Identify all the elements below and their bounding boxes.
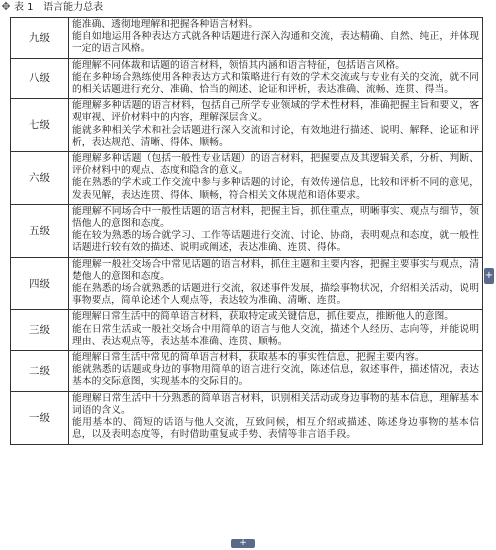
table-row [11, 204, 483, 257]
expression-description: 能就多种相关学术和社会话题进行深入交流和讨论，有效地进行描述、说明、解释、论证和评析，表达规范、清晰、得体、顺畅。 [72, 124, 479, 148]
level-cell: 四级 [11, 257, 69, 310]
comprehension-description: 能理解不同场合中一般性话题的语言材料，把握主旨，抓住重点，明晰事实、观点与细节，领悟他人的意图和态度。 [72, 205, 479, 230]
table-row [11, 257, 483, 310]
expression-description: 能自如地运用各种表达方式就各种话题进行深入沟通和交流，表达精确、自然、纯正，并体现一定的语言风格。 [72, 31, 479, 55]
comprehension-description: 能理解日常生活中的简单语言材料，获取特定或关键信息，抓住要点，推断他人的意图。 [72, 311, 455, 323]
level-cell: 九级 [11, 18, 69, 59]
level-cell: 五级 [11, 204, 69, 257]
move-icon[interactable]: ✥ [1, 0, 11, 13]
description-cell [69, 257, 483, 310]
expression-description: 能在多种场合熟练使用各种表达方式和策略进行有效的学术交流或与专业有关的交流，就不同的相关话题进行充分、准确、恰当的阐述、论证和评析，表达准确、流畅、连贯、得当。 [72, 71, 479, 96]
expression-description: 能用基本的、简短的话语与他人交流，互致问候，相互介绍或描述、陈述身边事物的基本信息，以及表明态度等，有时借助重复或手势、表情等非言语手段。 [72, 417, 479, 441]
table-row [11, 99, 483, 152]
level-cell: 七级 [11, 99, 69, 152]
level-cell: 六级 [11, 152, 69, 205]
expression-description: 能在较为熟悉的场合就学习、工作等话题进行交流、讨论、协商，表明观点和态度，就一般性话题进行较有效的描述、说明或阐述，表达准确、连贯、得体。 [72, 230, 479, 254]
add-row-plus-icon[interactable]: + [231, 539, 255, 548]
table-body [11, 18, 483, 445]
expression-description: 能就熟悉的话题或身边的事物用简单的语言进行交流，陈述信息，叙述事件，描述情况，表达基本的交际意图，实现基本的交际目的。 [72, 364, 479, 388]
description-cell [69, 351, 483, 392]
level-cell: 一级 [11, 391, 69, 444]
table-row [11, 58, 483, 99]
description-cell [69, 99, 483, 152]
add-column-plus-icon[interactable]: + [484, 268, 494, 284]
expression-description: 能在熟悉的学术或工作交流中参与多种话题的讨论，有效传递信息，比较和评析不同的意见，发表见解，表达连贯、得体、顺畅，符合相关文体规范和语体要求。 [72, 177, 479, 201]
table-caption: 表 1 语言能力总表 [14, 2, 104, 13]
comprehension-description: 能理解多种话题的语言材料，包括自己所学专业领域的学术性材料，准确把握主旨和要义，客观审视、评价材料中的内容，理解深层含义。 [72, 100, 479, 124]
expression-description: 能在日常生活或一般社交场合中用简单的语言与他人交流，描述个人经历、志向等，并能说明理由、表达观点等，表达基本准确、连贯、顺畅。 [72, 323, 479, 347]
table-row [11, 18, 483, 59]
language-ability-table [10, 17, 483, 445]
description-cell [69, 310, 483, 351]
table-row [11, 310, 483, 351]
comprehension-description: 能理解日常生活中常见的简单语言材料，获取基本的事实性信息，把握主要内容。 [72, 352, 425, 364]
comprehension-description: 能理解日常生活中十分熟悉的简单语言材料，识别相关活动或身边事物的基本信息，理解基本词语的含义。 [72, 392, 479, 416]
comprehension-description: 能理解多种话题（包括一般性专业话题）的语言材料，把握要点及其逻辑关系，分析、判断、评价材料中的观点、态度和隐含的意义。 [72, 153, 479, 177]
comprehension-description: 能理解一般社交场合中常见话题的语言材料，抓住主题和主要内容，把握主要事实与观点，清楚他人的意图和态度。 [72, 258, 479, 282]
table-row [11, 391, 483, 444]
description-cell [69, 204, 483, 257]
expression-description: 能在熟悉的场合就熟悉的话题进行交流，叙述事件发展，描绘事物状况，介绍相关活动，说明事物要点，简单论述个人观点等，表达较为准确、清晰、连贯。 [72, 283, 479, 307]
table-row [11, 351, 483, 392]
level-cell: 二级 [11, 351, 69, 392]
description-cell [69, 58, 483, 99]
table-row [11, 152, 483, 205]
description-cell [69, 391, 483, 444]
comprehension-description: 能理解不同体裁和话题的语言材料，领悟其内涵和语言特征，包括语言风格。 [72, 59, 406, 71]
comprehension-description: 能准确、透彻地理解和把握各种语言材料。 [72, 19, 259, 30]
description-cell [69, 152, 483, 205]
description-cell [69, 18, 483, 59]
level-cell: 三级 [11, 310, 69, 351]
level-cell: 八级 [11, 58, 69, 99]
